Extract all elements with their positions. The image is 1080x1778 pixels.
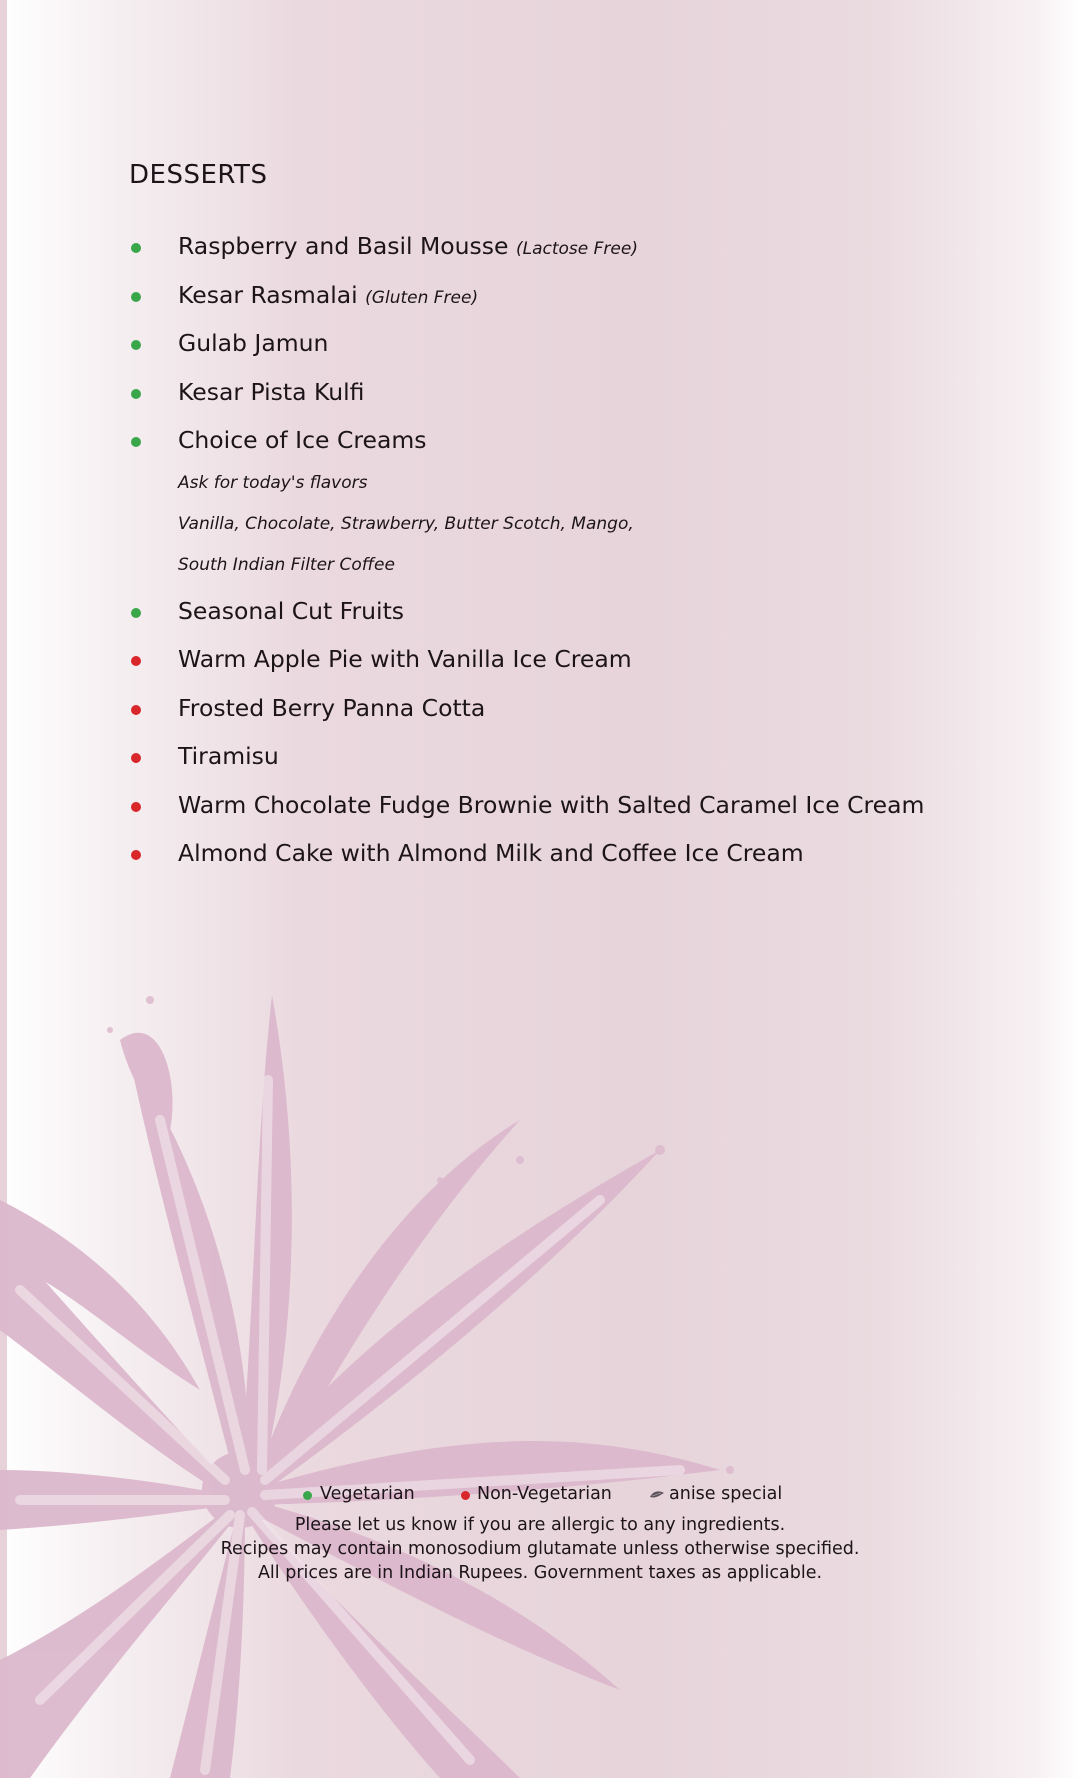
vegetarian-dot-icon: [131, 608, 141, 618]
menu-item: [178, 329, 328, 357]
msg-note: Recipes may contain monosodium glutamate unless otherwise specified.: [220, 1539, 860, 1559]
item-name: Seasonal Cut Fruits: [178, 597, 405, 625]
menu-item: [178, 839, 804, 867]
vegetarian-dot-icon: [131, 340, 141, 350]
item-note: (Gluten Free): [365, 288, 479, 308]
menu-item: [178, 742, 279, 770]
menu-item: [178, 281, 478, 309]
item-name: Raspberry and Basil Mousse: [178, 232, 509, 260]
item-name: Almond Cake with Almond Milk and Coffee Ice Cream: [178, 839, 804, 867]
item-name: Kesar Pista Kulfi: [178, 378, 365, 406]
vegetarian-dot-icon: [131, 389, 141, 399]
section-title: DESSERTS: [129, 160, 268, 190]
menu-item: [178, 791, 924, 819]
menu-item: [178, 597, 404, 625]
legend-anise-special: anise special: [669, 1484, 783, 1504]
price-note: All prices are in Indian Rupees. Government taxes as applicable.: [257, 1563, 823, 1583]
non-vegetarian-dot-icon: [131, 753, 141, 763]
item-name: Tiramisu: [178, 742, 279, 770]
item-detail: Vanilla, Chocolate, Strawberry, Butter Scotch, Mango,: [178, 514, 634, 534]
non-vegetarian-dot-icon: [461, 1491, 470, 1500]
menu-item: [178, 694, 485, 722]
item-name: Gulab Jamun: [178, 329, 329, 357]
legend: [0, 1484, 1080, 1514]
item-name: Choice of Ice Creams: [178, 426, 427, 454]
menu-item: [178, 232, 638, 260]
legend-non-vegetarian: Non-Vegetarian: [477, 1484, 612, 1504]
non-vegetarian-dot-icon: [131, 802, 141, 812]
allergy-note: Please let us know if you are allergic to any ingredients.: [294, 1515, 786, 1535]
non-vegetarian-dot-icon: [131, 656, 141, 666]
non-vegetarian-dot-icon: [131, 705, 141, 715]
vegetarian-dot-icon: [131, 243, 141, 253]
item-name: Warm Chocolate Fudge Brownie with Salted Caramel Ice Cream: [178, 791, 925, 819]
item-detail: Ask for today's flavors: [178, 473, 368, 493]
menu-item: [178, 426, 427, 454]
item-note: (Lactose Free): [516, 239, 638, 259]
vegetarian-dot-icon: [131, 437, 141, 447]
item-name: Warm Apple Pie with Vanilla Ice Cream: [178, 645, 632, 673]
menu-item: [178, 645, 632, 673]
vegetarian-dot-icon: [131, 292, 141, 302]
non-vegetarian-dot-icon: [131, 850, 141, 860]
legend-vegetarian: Vegetarian: [320, 1484, 415, 1504]
vegetarian-dot-icon: [303, 1491, 312, 1500]
anise-leaf-icon: [649, 1488, 665, 1502]
item-detail: South Indian Filter Coffee: [178, 555, 395, 575]
item-name: Kesar Rasmalai: [178, 281, 358, 309]
menu-item: [178, 378, 364, 406]
item-name: Frosted Berry Panna Cotta: [178, 694, 486, 722]
